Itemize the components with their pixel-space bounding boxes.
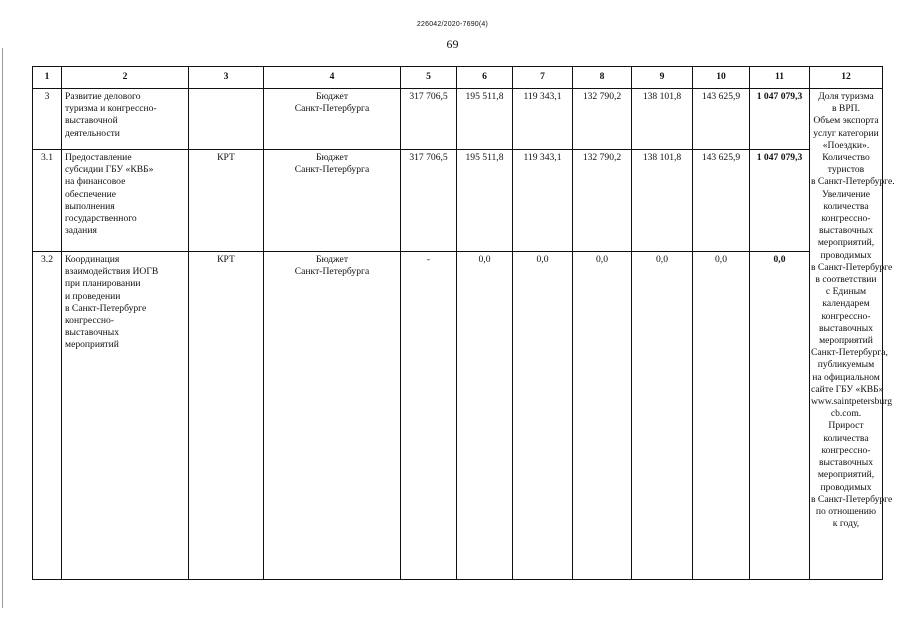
funding-value: 317 706,5	[401, 150, 457, 252]
funding-source	[264, 150, 401, 252]
indicator-line: сайте ГБУ «КВБ»	[811, 383, 884, 395]
target-indicators	[810, 89, 895, 580]
funding-value: 195 511,8	[457, 150, 513, 252]
funding-source-line: Бюджет	[315, 254, 349, 265]
funding-value: 317 706,5	[401, 89, 457, 150]
column-header: 2	[62, 67, 189, 89]
funding-source-line: Бюджет	[315, 91, 349, 102]
measure-name-line: выставочной	[65, 115, 118, 127]
measure-name-line: обеспечение	[65, 188, 117, 200]
funding-value: 0,0	[457, 252, 513, 580]
column-header: 4	[264, 67, 401, 89]
measure-name-line: при планировании	[65, 278, 141, 290]
funding-source	[264, 89, 401, 150]
funding-value: -	[401, 252, 457, 580]
measure-name-line: государственного	[65, 213, 137, 225]
measure-name-line: субсидии ГБУ «КВБ»	[65, 164, 154, 176]
funding-value: 143 625,9	[693, 89, 750, 150]
scan-edge-line	[2, 48, 3, 608]
measure-name-line: взаимодействия ИОГВ	[65, 266, 159, 278]
responsible-executor: КРТ	[189, 252, 264, 580]
indicator-line: «Поездки».	[822, 139, 870, 151]
indicator-line: конгрессно-	[821, 444, 871, 456]
indicator-line: публикуемым	[817, 359, 875, 371]
funding-total: 1 047 079,3	[750, 89, 810, 150]
indicator-line: по отношению	[815, 505, 877, 517]
funding-value: 143 625,9	[693, 150, 750, 252]
measure-name-line: на финансовое	[65, 176, 126, 188]
funding-value: 0,0	[513, 252, 573, 580]
indicator-line: Увеличение	[822, 188, 870, 200]
funding-value: 0,0	[573, 252, 632, 580]
funding-total: 0,0	[750, 252, 810, 580]
funding-value: 138 101,8	[632, 150, 693, 252]
indicator-line: в Санкт-Петербурге	[811, 261, 893, 273]
measure-name-line: Координация	[65, 254, 120, 265]
table-row	[33, 89, 883, 150]
indicator-line: календарем	[822, 298, 870, 310]
indicator-line: cb.com.	[830, 408, 862, 420]
funding-value: 132 790,2	[573, 150, 632, 252]
measure-name-line: туризма и конгрессно-	[65, 103, 157, 115]
table-row	[33, 150, 883, 252]
indicator-line: Объем экспорта	[813, 115, 879, 127]
funding-value: 195 511,8	[457, 89, 513, 150]
funding-total: 1 047 079,3	[750, 150, 810, 252]
measure-name-line: мероприятий	[65, 339, 119, 351]
row-number: 3	[33, 89, 62, 150]
funding-value: 119 343,1	[513, 89, 573, 150]
funding-source-line: Санкт-Петербурга	[294, 164, 370, 176]
indicator-line: количества	[823, 200, 869, 212]
funding-value: 0,0	[632, 252, 693, 580]
indicator-line: выставочных	[818, 457, 874, 469]
indicator-line: на официальном	[812, 371, 880, 383]
measure-name-line: Предоставление	[65, 152, 132, 163]
funding-value: 0,0	[693, 252, 750, 580]
measure-name	[62, 252, 189, 580]
responsible-executor	[189, 89, 264, 150]
document-registration-number: 226042/2020-7690(4)	[416, 21, 489, 28]
column-header: 10	[693, 67, 750, 89]
measure-name-line: Развитие делового	[65, 91, 141, 102]
indicator-line: проводимых	[820, 481, 872, 493]
row-number: 3.2	[33, 252, 62, 580]
funding-value: 119 343,1	[513, 150, 573, 252]
program-funding-table	[32, 66, 895, 580]
column-number-header-row	[33, 67, 883, 89]
measure-name	[62, 89, 189, 150]
measure-name-line: деятельности	[65, 127, 120, 139]
indicator-line: Прирост	[828, 420, 864, 432]
column-header: 11	[750, 67, 810, 89]
responsible-executor: КРТ	[189, 150, 264, 252]
table-row	[33, 252, 883, 580]
indicator-line: конгрессно-	[821, 213, 871, 225]
measure-name-line: в Санкт-Петербурге	[65, 302, 147, 314]
measure-name-line: задания	[65, 225, 97, 237]
indicator-line: к году,	[832, 518, 860, 530]
column-header: 9	[632, 67, 693, 89]
funding-value: 138 101,8	[632, 89, 693, 150]
column-header: 6	[457, 67, 513, 89]
indicator-line: количества	[823, 432, 869, 444]
indicator-line: услуг категории	[813, 127, 879, 139]
column-header: 8	[573, 67, 632, 89]
indicator-line: выставочных	[818, 322, 874, 334]
page-number: 69	[446, 37, 459, 51]
column-header: 1	[33, 67, 62, 89]
funding-value: 132 790,2	[573, 89, 632, 150]
indicator-line: туристов	[827, 164, 865, 176]
indicator-line: в Санкт-Петербурге	[811, 493, 893, 505]
indicator-line: в соответствии	[815, 274, 877, 286]
indicator-line: с Единым	[825, 286, 867, 298]
indicator-line: мероприятий,	[817, 469, 875, 481]
indicator-line: www.saintpetersburg	[811, 396, 892, 408]
measure-name-line: выставочных	[65, 327, 120, 339]
indicator-line: выставочных	[818, 225, 874, 237]
indicator-line: проводимых	[820, 249, 872, 261]
column-header: 5	[401, 67, 457, 89]
indicator-line: мероприятий,	[817, 237, 875, 249]
row-number: 3.1	[33, 150, 62, 252]
funding-source	[264, 252, 401, 580]
column-header: 7	[513, 67, 573, 89]
indicator-line: в Санкт-Петербурге.	[811, 176, 895, 188]
indicator-line: конгрессно-	[821, 310, 871, 322]
measure-name	[62, 150, 189, 252]
indicator-line: в ВРП.	[832, 103, 860, 115]
indicator-line: мероприятий	[819, 335, 873, 347]
measure-name-line: выполнения	[65, 200, 115, 212]
measure-name-line: конгрессно-	[65, 315, 114, 327]
funding-source-line: Санкт-Петербурга	[294, 103, 370, 115]
indicator-line: Количество	[822, 152, 870, 164]
measure-name-line: и проведении	[65, 290, 121, 302]
funding-source-line: Бюджет	[315, 152, 349, 163]
column-header: 3	[189, 67, 264, 89]
funding-source-line: Санкт-Петербурга	[294, 266, 370, 278]
indicator-line: Санкт-Петербурга,	[811, 347, 888, 359]
column-header: 12	[810, 67, 883, 89]
indicator-line: Доля туризма	[818, 91, 874, 102]
